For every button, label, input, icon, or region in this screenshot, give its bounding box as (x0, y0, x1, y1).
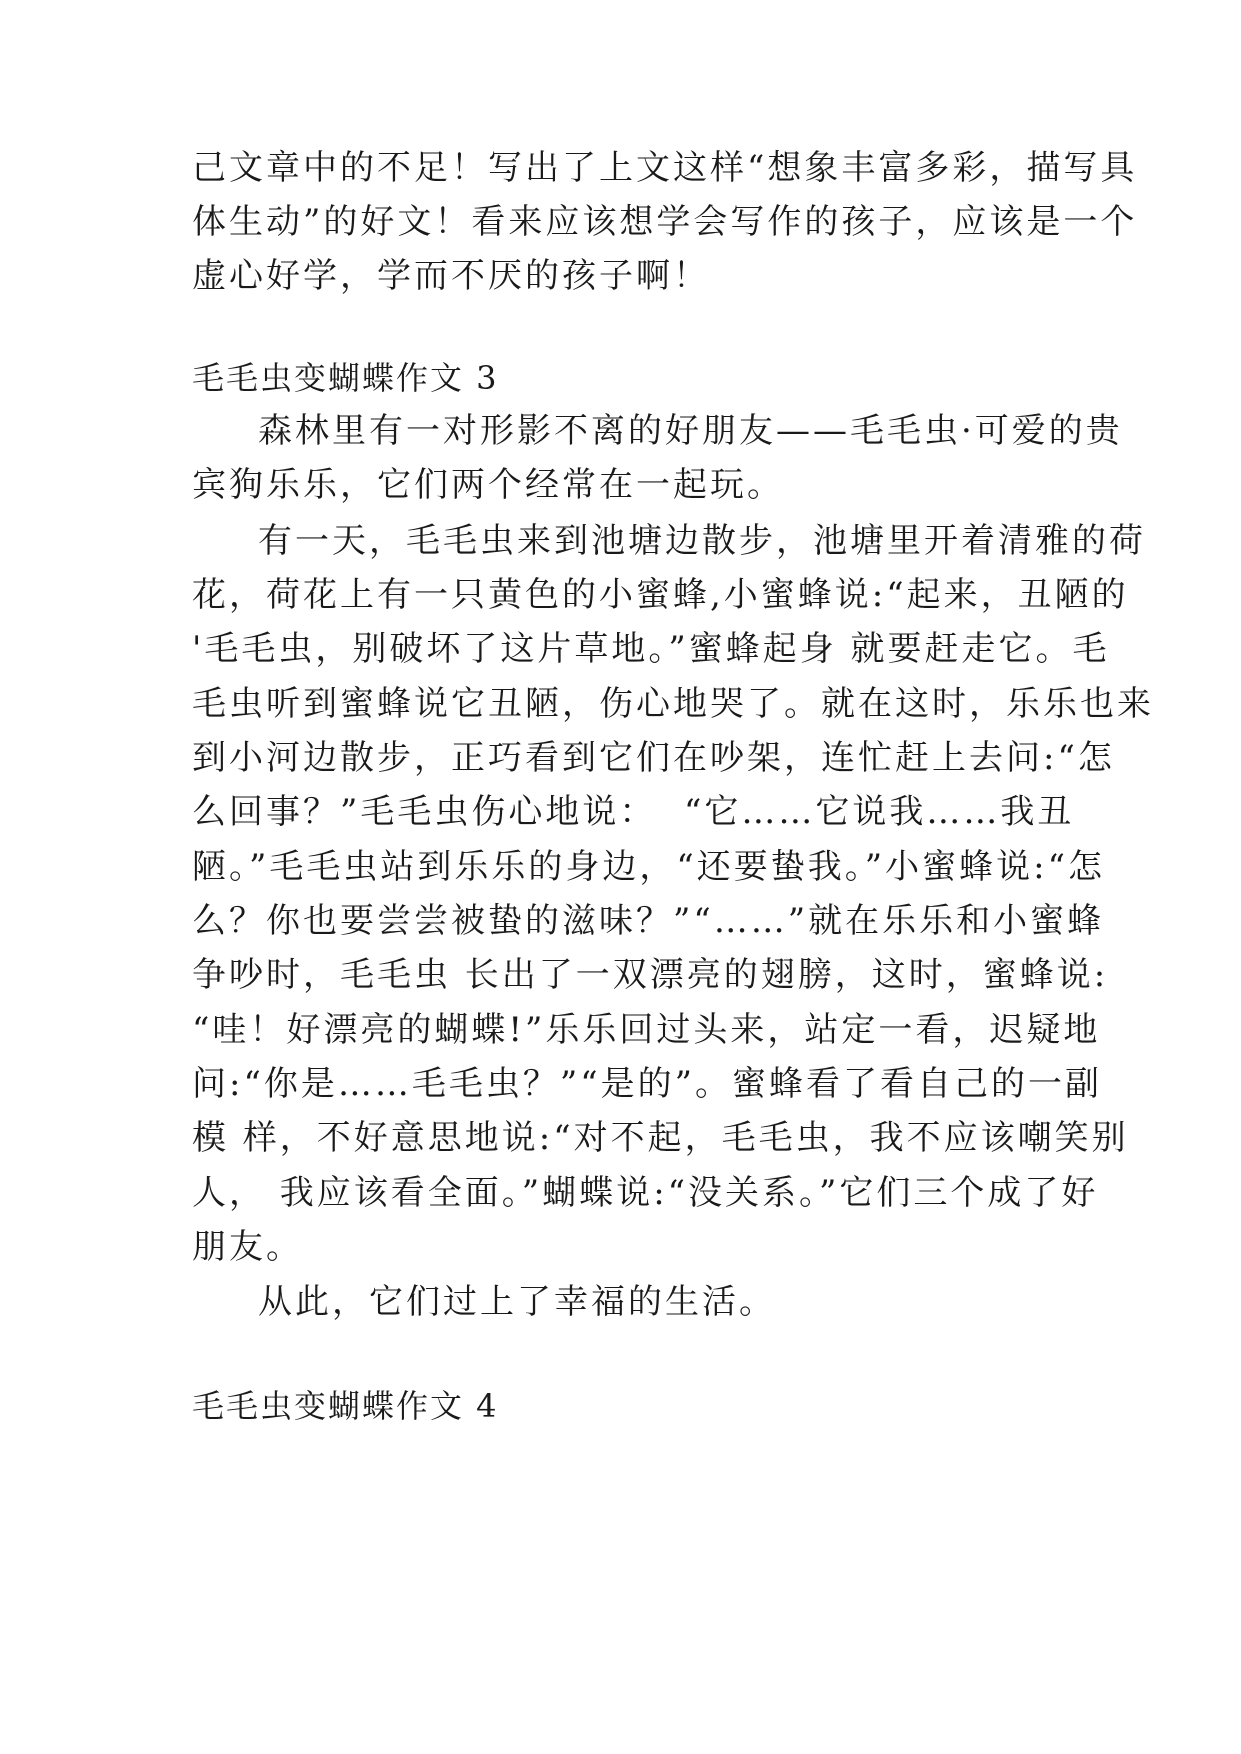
paragraph-line: 模 样，不好意思地说:“对不起，毛毛虫，我不应该嘲笑别 (192, 1118, 1129, 1158)
paragraph-line: 有一天，毛毛虫来到池塘边散步，池塘里开着清雅的荷 (258, 521, 1146, 561)
paragraph-line: 宾狗乐乐，它们两个经常在一起玩。 (192, 465, 784, 505)
paragraph-line: 陋。”毛毛虫站到乐乐的身边，“还要蛰我。”小蜜蜂说:“怎 (192, 847, 1105, 887)
paragraph-line: 毛虫听到蜜蜂说它丑陋，伤心地哭了。就在这时，乐乐也来 (192, 684, 1154, 724)
paragraph-line: 么回事？”毛毛虫伤心地说： “它……它说我……我丑 (192, 792, 1075, 832)
paragraph-line: 人， 我应该看全面。”蝴蝶说:“没关系。”它们三个成了好 (192, 1173, 1099, 1213)
paragraph-line: 到小河边散步，正巧看到它们在吵架，连忙赶上去问:“怎 (192, 738, 1115, 778)
section-heading: 毛毛虫变蝴蝶作文 4 (192, 1387, 499, 1425)
paragraph-line: 森林里有一对形影不离的好朋友——毛毛虫·可爱的贵 (258, 411, 1123, 451)
section-heading: 毛毛虫变蝴蝶作文 3 (192, 359, 499, 397)
paragraph-line: 么？你也要尝尝被蛰的滋味？”“……”就在乐乐和小蜜蜂 (192, 901, 1105, 941)
paragraph-line: 花，荷花上有一只黄色的小蜜蜂,小蜜蜂说:“起来，丑陋的 (192, 575, 1129, 615)
paragraph-line: 己文章中的不足！写出了上文这样“想象丰富多彩，描写具 (192, 148, 1138, 188)
paragraph-line: 争吵时，毛毛虫 长出了一双漂亮的翅膀，这时，蜜蜂说: (192, 955, 1109, 995)
paragraph-line: 从此，它们过上了幸福的生活。 (258, 1282, 776, 1322)
paragraph-line: 朋友。 (192, 1227, 303, 1267)
paragraph-line: 体生动”的好文！看来应该想学会写作的孩子，应该是一个 (192, 202, 1138, 242)
paragraph-line: “哇！好漂亮的蝴蝶!”乐乐回过头来，站定一看，迟疑地 (192, 1010, 1101, 1050)
paragraph-line: 问:“你是……毛毛虫？”“是的”。蜜蜂看了看自己的一副 (192, 1064, 1102, 1104)
paragraph-line: 虚心好学，学而不厌的孩子啊！ (192, 256, 710, 296)
paragraph-line: '毛毛虫，别破坏了这片草地。”蜜蜂起身 就要赶走它。毛 (192, 629, 1110, 669)
